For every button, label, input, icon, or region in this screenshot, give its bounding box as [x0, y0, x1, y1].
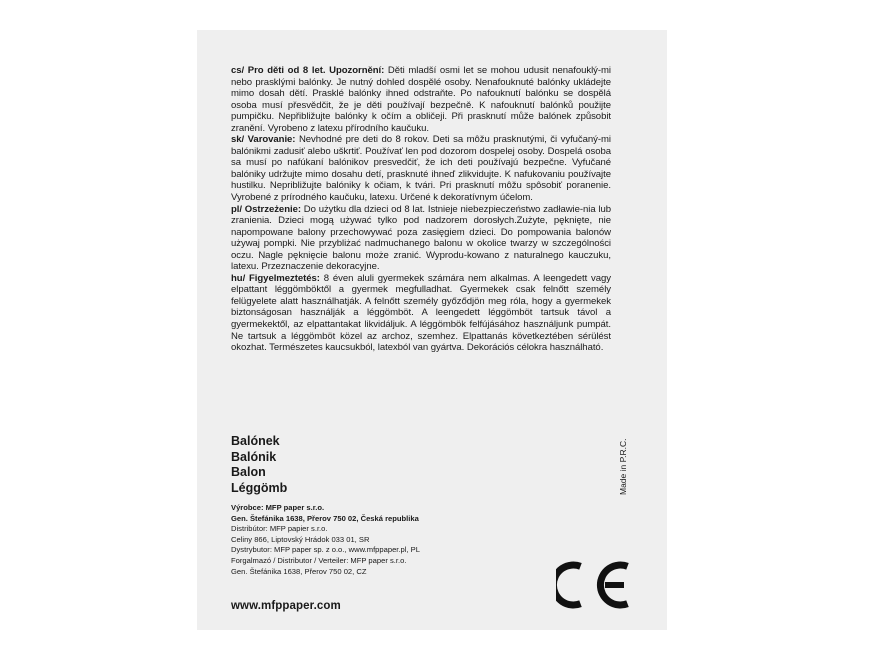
warning-sk [231, 134, 611, 203]
product-name-hu: Léggömb [231, 480, 288, 495]
distributor-hu: Forgalmazó / Distributor / Verteiler: MFP paper s.r.o. [231, 555, 407, 565]
warning-sk-text: Nevhodné pre deti do 8 rokov. Deti sa môžu prasknutými, či vyfučaný-mi balónikmi zadusiť alebo uškrtiť. Používať len pod dozorom dospelej osoby. Dospelá osoba sa musí po nafúkaní balónikov presvedčiť, že ich deti používajú bezpečne. Vyfučané balóniky udržujte mimo dosahu detí, prasknuté ihneď zlikvidujte. K nafukovaniu používajte hustilku. Nepribližujte balóniky k očiam, k tvári. Pri prasknutí môžu spôsobiť poranenie. Vyrobené z prírodného kaučuku, latexu. Určené k dekoratívnym účelom. [231, 134, 611, 204]
made-in-container [618, 435, 628, 505]
distributor-sk-address: Celiny 866, Liptovský Hrádok 033 01, SR [231, 534, 370, 544]
ce-mark-icon [556, 558, 632, 612]
warning-text-block [231, 65, 611, 354]
website-url: www.mfppaper.com [231, 600, 341, 612]
warning-sk-label: sk/ Varovanie: [231, 134, 296, 146]
product-name-cs: Balónek [231, 434, 280, 448]
distributor-hu-address: Gen. Štefánika 1638, Přerov 750 02, CZ [231, 566, 367, 576]
distributor-sk-name: Distribútor: MFP papier s.r.o. [231, 524, 328, 534]
made-in-text: Made in P.R.C. [618, 438, 628, 495]
manufacturer-address: Gen. Štefánika 1638, Přerov 750 02, Česká republika [231, 513, 419, 523]
warning-pl-label: pl/ Ostrzeżenie: [231, 203, 301, 215]
manufacturer-name: Výrobce: MFP paper s.r.o. [231, 503, 325, 512]
warning-pl [231, 204, 611, 273]
product-names [231, 434, 287, 496]
product-name-sk: Balónik [231, 449, 277, 464]
product-name-pl: Balon [231, 465, 266, 479]
warning-hu-label: hu/ Figyelmeztetés: [231, 272, 320, 284]
label-card [197, 30, 667, 630]
company-info [231, 503, 531, 577]
distributor-pl: Dystrybutor: MFP paper sp. z o.o., www.mfppaper.pl, PL [231, 545, 420, 555]
warning-cs [231, 65, 611, 134]
warning-hu [231, 273, 611, 354]
warning-hu-text: 8 éven aluli gyermekek számára nem alkalmas. A leengedett vagy elpattant léggömböktől a gyermek megfulladhat. Gyermekek csak felnőtt személy felügyelete alatt használhatják. A felnőtt személy győződjön meg róla, hogy a gyermekek biztonságosan használják a léggömböt. A leengedett léggömböt tartsuk távol a gyermekektől, az elpattantakat likvidáljuk. A léggömbök felfújásához használjunk pumpát. Ne tartsuk a léggömböt közel az archoz, szemhez. Elpattanás következtében sérülést okozhat. Természetes kaucsukból, latexból van gyártva. Dekorációs célokra használható. [231, 272, 611, 354]
warning-cs-text: Děti mladší osmi let se mohou udusit nenafouklý-mi nebo prasklými balónky. Je nutný dohled dospělé osoby. Nenafouknuté balónky ukládejte mimo dosah dětí. Prasklé balónky ihned odstraňte. Po nafouknutí balónku se dospělá osoba musí přesvědčit, že je děti používají bezpečně. K nafouknutí balónků použijte pumpičku. Nepřibližujte balónky k očím a obličeji. Při prasknutí může balónek způsobit zranění. Vyrobeno z latexu přírodního kaučuku. [231, 65, 611, 134]
warning-cs-label: cs/ Pro děti od 8 let. Upozornění: [231, 65, 385, 76]
warning-pl-text: Do użytku dla dzieci od 8 lat. Istnieje niebezpieczeństwo zadławie-nia lub zranienia. Dzieci mogą używać tylko pod nadzorem dorosłych.Zużyte, pęknięte, nie napompowane balony przechowywać poza zasięgiem dzieci. Do pompowania balonów używaj pompki. Nie przybliżać nadmuchanego balonu w okolice twarzy w szczególności oczu. Nagle pęknięcie balonu może zranić. Wyprodu-kowano z naturalnego kauczuku, latexu. Przeznaczenie dekoracyjne. [231, 203, 611, 273]
